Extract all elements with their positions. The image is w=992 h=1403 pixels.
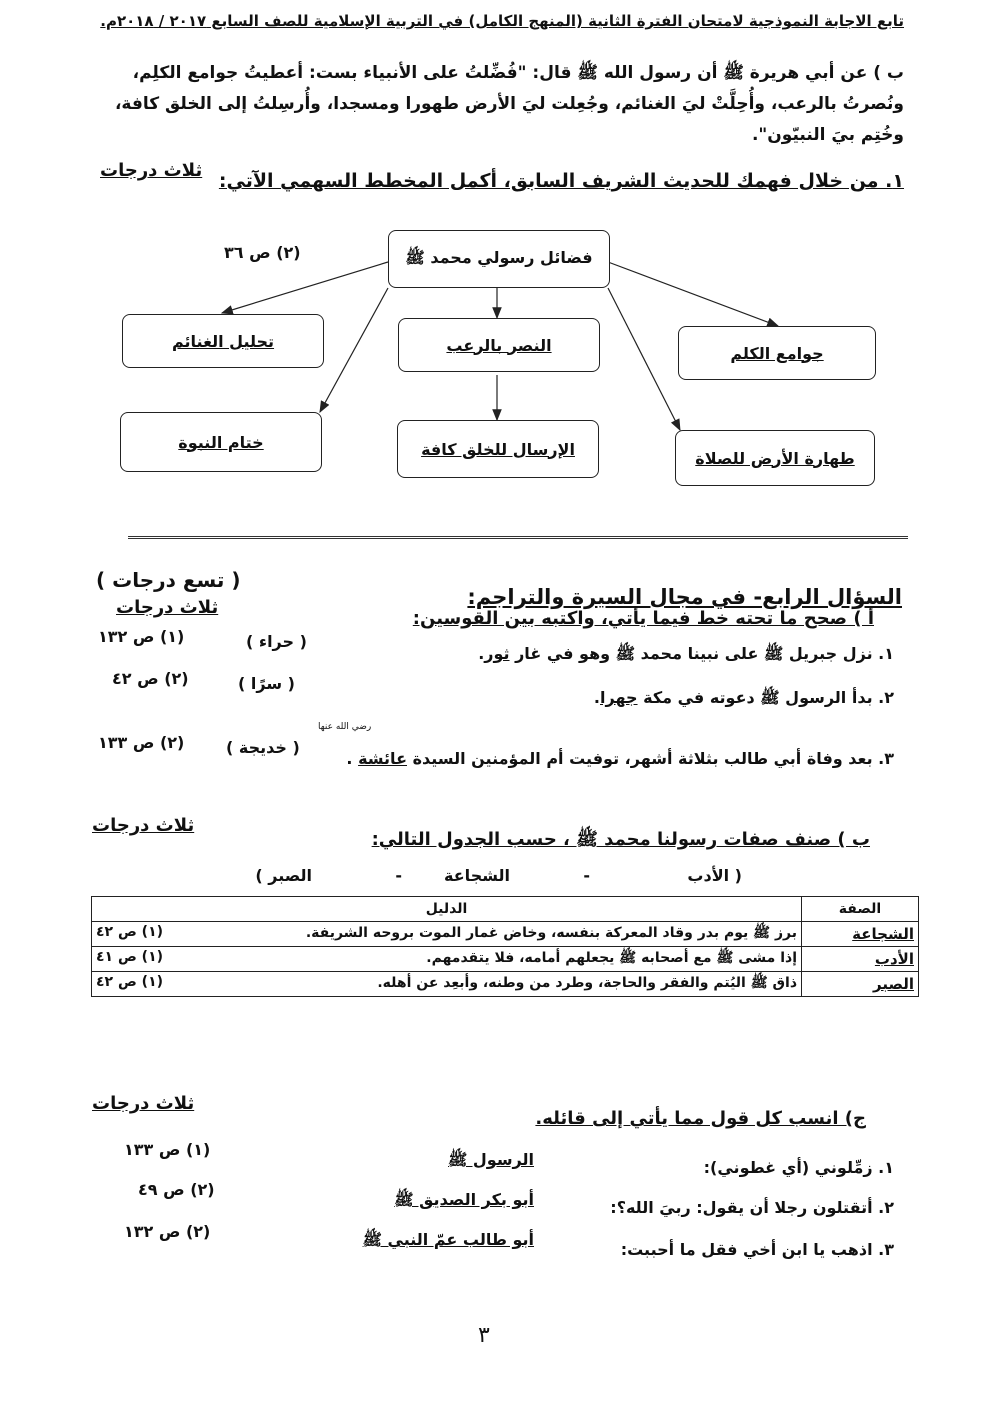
page-header: تابع الاجابة النموذجية لامتحان الفترة الثانية (المنهج الكامل) في التربية الإسلامية للصف السابع ٢٠١٧ / ٢٠١٨م.	[100, 12, 904, 30]
option-sabr: الصبر )	[255, 866, 312, 885]
q4a-item-3: ٣. بعد وفاة أبي طالب بثلاثة أشهر، توفيت أم المؤمنين السيدة عائشة .	[346, 749, 894, 768]
diagram-center-label: فضائل رسولي محمد ﷺ	[405, 247, 593, 267]
q4c-ref-1: (١) ص ١٣٣	[124, 1140, 211, 1159]
evidence-text: إذا مشى ﷺ مع أصحابه ﷺ يجعلهم أمامه، فلا يتقدمهم.	[426, 950, 797, 966]
q4b-title: ب ) صنف صفات رسولنا محمد ﷺ ، حسب الجدول التالي:	[371, 829, 870, 850]
q4c-speaker-1: الرسول ﷺ	[448, 1150, 534, 1169]
section-separator	[128, 536, 908, 543]
table-row	[92, 922, 919, 947]
q4c-grade: ثلاث درجات	[92, 1093, 195, 1114]
evidence-ref: (١) ص ٤٢	[96, 974, 164, 990]
q1-mark: (٢) ص ٣٦	[224, 243, 301, 262]
diagram-box-label: جوامع الكلم	[730, 343, 824, 363]
trait-cell: الصبر	[802, 972, 919, 997]
q4b-options	[222, 866, 742, 890]
item-underlined: جهرا	[600, 688, 638, 707]
table-row	[92, 947, 919, 972]
q4c-ref-2: (٢) ص ٤٩	[138, 1180, 215, 1199]
arrow-to-khitam	[320, 288, 388, 412]
q4b-grade: ثلاث درجات	[92, 815, 195, 836]
q4a-answer-3: ( خديجة )	[226, 738, 300, 757]
q4a-title: أ ) صحح ما تحته خط فيما يأتي، واكتبه بين القوسين:	[412, 608, 874, 629]
evidence-ref: (١) ص ٤٢	[96, 924, 164, 940]
q1-title: ١. من خلال فهمك للحديث الشريف السابق، أكمل المخطط السهمي الآتي:	[218, 170, 904, 192]
q4c-quote-2: ٢. أتقتلون رجلا أن يقول: ربيَ الله؟:	[610, 1198, 894, 1217]
q4a-answer-2: ( سرًا )	[238, 674, 295, 693]
evidence-cell	[92, 947, 802, 972]
diagram-box-label: النصر بالرعب	[446, 335, 552, 355]
diagram-box-jawami	[678, 326, 876, 380]
diagram-box-khitam	[120, 412, 322, 472]
diagram-box-nasr	[398, 318, 600, 372]
q4c-ref-3: (٢) ص ١٣٢	[124, 1222, 211, 1241]
option-separator: -	[583, 866, 590, 885]
header-trait: الصفة	[802, 897, 919, 922]
q4a-answer-1: ( حراء )	[246, 632, 307, 651]
diagram-box-tahara	[675, 430, 875, 486]
q4c-quote-1: ١. زمِّلوني (أي غطوني):	[703, 1158, 894, 1177]
diagram-box-ghanaim	[122, 314, 324, 368]
q4a-item-1: ١. نزل جبريل ﷺ على نبينا محمد ﷺ وهو في غار ثور.	[478, 644, 894, 663]
q4c-quote-3: ٣. اذهب يا ابن أخي فقل ما أحببت:	[620, 1240, 894, 1259]
diagram-center-box	[388, 230, 610, 288]
table-header-row	[92, 897, 919, 922]
q4a-ref-3: (٢) ص ١٣٣	[98, 733, 185, 752]
q4a-ref-2: (٢) ص ٤٢	[112, 669, 189, 688]
item-text: ٣. بعد وفاة أبي طالب بثلاثة أشهر، توفيت أم المؤمنين السيدة	[412, 749, 894, 768]
q4c-speaker-2: أبو بكر الصديق ﷺ	[394, 1190, 534, 1209]
option-adab: ( الأدب	[687, 866, 742, 885]
item-underlined: ثور	[484, 644, 510, 663]
q4-total-grade: ( تسع درجات )	[96, 568, 241, 592]
evidence-text: برز ﷺ يوم بدر وقاد المعركة بنفسه، وخاض غمار الموت بروحه الشريفة.	[305, 925, 797, 941]
trait-cell: الأدب	[802, 947, 919, 972]
table-row	[92, 972, 919, 997]
q4-title: السؤال الرابع- في مجال السيرة والتراجم:	[467, 585, 902, 609]
trait-cell: الشجاعة	[802, 922, 919, 947]
q4c-title: ج) انسب كل قول مما يأتي إلى قائله.	[535, 1108, 866, 1129]
evidence-text: ذاق ﷺ اليُتم والفقر والحاجة، وطرد من وطنه، وأبعِد عن أهله.	[377, 975, 797, 991]
diagram-box-irsal	[397, 420, 599, 478]
q4c-speaker-3: أبو طالب عمّ النبي ﷺ	[362, 1230, 534, 1249]
q1-grade: ثلاث درجات	[100, 160, 203, 181]
header-evidence: الدليل	[92, 897, 802, 922]
arrow-to-tahara	[608, 288, 680, 430]
hadith-text: ب ) عن أبي هريرة ﷺ أن رسول الله ﷺ قال: "فُضِّلتُ على الأنبياء بست: أعطيتُ جوامع الكلِم، ونُصرتُ بالرعب، وأُحِلَّتْ ليَ الغنائم، وجُعِلت ليَ الأرض طهورا ومسجدا، وأُرسِلتُ إلى الخلق كافة، وخُتِم بيَ النبيّون".	[114, 63, 904, 145]
page-number: ٣	[478, 1323, 490, 1348]
evidence-ref: (١) ص ٤١	[96, 949, 164, 965]
q4a-grade: ثلاث درجات	[116, 597, 219, 618]
item-text: ٢. بدأ الرسول ﷺ دعوته في مكة	[643, 688, 894, 707]
diagram-box-label: طهارة الأرض للصلاة	[695, 448, 855, 468]
evidence-cell	[92, 972, 802, 997]
q4a-ref-1: (١) ص ١٣٢	[98, 627, 185, 646]
arrow-to-ghanaim	[222, 262, 388, 313]
item-underlined: عائشة	[358, 749, 407, 768]
evidence-cell	[92, 922, 802, 947]
diagram-box-label: تحليل الغنائم	[171, 331, 275, 351]
traits-table	[91, 896, 919, 997]
item-text: ١. نزل جبريل ﷺ على نبينا محمد ﷺ وهو في غار	[515, 644, 894, 663]
diagram-box-label: ختام النبوة	[178, 432, 264, 452]
option-shajaa: الشجاعة	[444, 866, 510, 885]
q4a-item-2: ٢. بدأ الرسول ﷺ دعوته في مكة جهرا.	[593, 688, 894, 707]
diagram-box-label: الإرسال للخلق كافة	[421, 439, 575, 459]
arrow-to-jawami	[608, 262, 778, 326]
option-separator: -	[395, 866, 402, 885]
q4a-note-3: رضي الله عنها	[318, 722, 372, 732]
